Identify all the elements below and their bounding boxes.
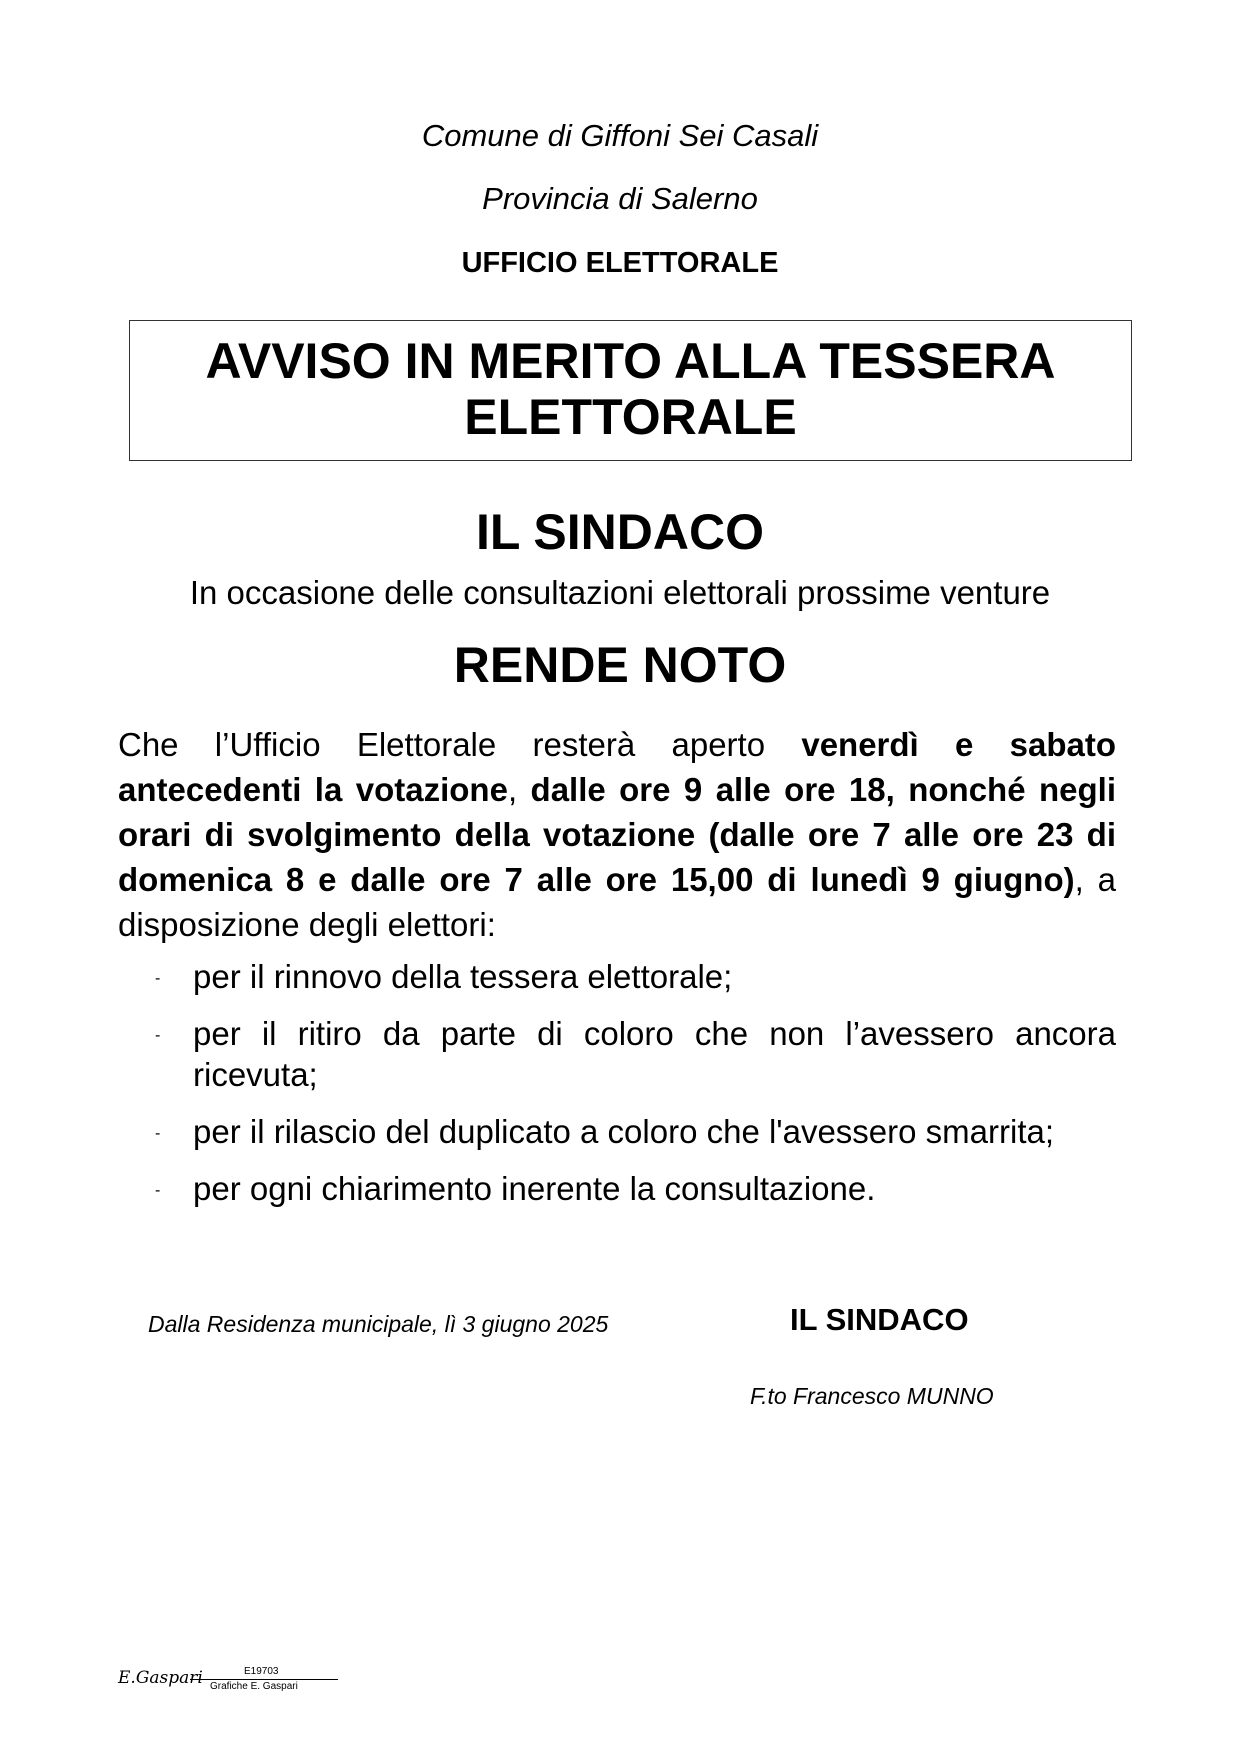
place-and-date: Dalla Residenza municipale, lì 3 giugno 2025	[148, 1311, 609, 1337]
list-bullet: -	[155, 1182, 161, 1199]
body-text-2-bold: venerdì e sabato antecedenti la votazione	[118, 726, 1116, 808]
printer-rule	[190, 1679, 338, 1680]
list-bullet: -	[155, 970, 161, 987]
list-bullet: -	[155, 1027, 161, 1044]
municipality-name: Comune di Giffoni Sei Casali	[421, 118, 819, 153]
province-name: Provincia di Salerno	[482, 181, 758, 216]
mayor-heading: IL SINDACO	[476, 504, 764, 560]
list-bullet: -	[155, 1125, 161, 1142]
office-name: UFFICIO ELETTORALE	[461, 247, 779, 279]
signature-line: F.to Francesco MUNNO	[750, 1383, 994, 1409]
body-text-3: ,	[507, 771, 531, 808]
occasion-text: In occasione delle consultazioni elettorali prossime venture	[189, 574, 1051, 611]
printer-logo: E.Gaspari	[118, 1668, 203, 1688]
list-item	[118, 1013, 1116, 1095]
list-item-text: per il ritiro da parte di coloro che non l’avessero ancora ricevuta;	[193, 1015, 1116, 1093]
body-paragraph	[118, 722, 1116, 947]
signatory-title: IL SINDACO	[790, 1302, 969, 1337]
printer-code: E19703	[244, 1666, 279, 1677]
body-text-4-bold: dalle ore 9 alle ore 18, nonché negli orari di svolgimento della votazione (dalle ore 7 alle ore 23 di domenica 8 e dalle ore 7 alle ore 15,00 di lunedì 9 giugno)	[118, 771, 1116, 898]
list-item	[118, 956, 1116, 997]
printer-name: Grafiche E. Gaspari	[210, 1681, 298, 1692]
list-item-text: per il rilascio del duplicato a coloro che l'avessero smarrita;	[193, 1113, 1055, 1150]
body-text-5: , a disposizione degli elettori:	[118, 861, 1116, 943]
list-item-text: per ogni chiarimento inerente la consultazione.	[193, 1170, 876, 1207]
notice-heading: RENDE NOTO	[453, 637, 787, 693]
services-list	[118, 956, 1116, 1225]
list-item-text: per il rinnovo della tessera elettorale;	[193, 958, 733, 995]
notice-title-box	[129, 320, 1132, 461]
notice-title-line-2: ELETTORALE	[464, 389, 797, 445]
printer-mark	[118, 1660, 348, 1700]
list-item	[118, 1111, 1116, 1152]
notice-title-line-1: AVVISO IN MERITO ALLA TESSERA	[205, 333, 1056, 389]
list-item	[118, 1168, 1116, 1209]
body-text-1: Che l’Ufficio Elettorale resterà aperto	[118, 726, 802, 763]
